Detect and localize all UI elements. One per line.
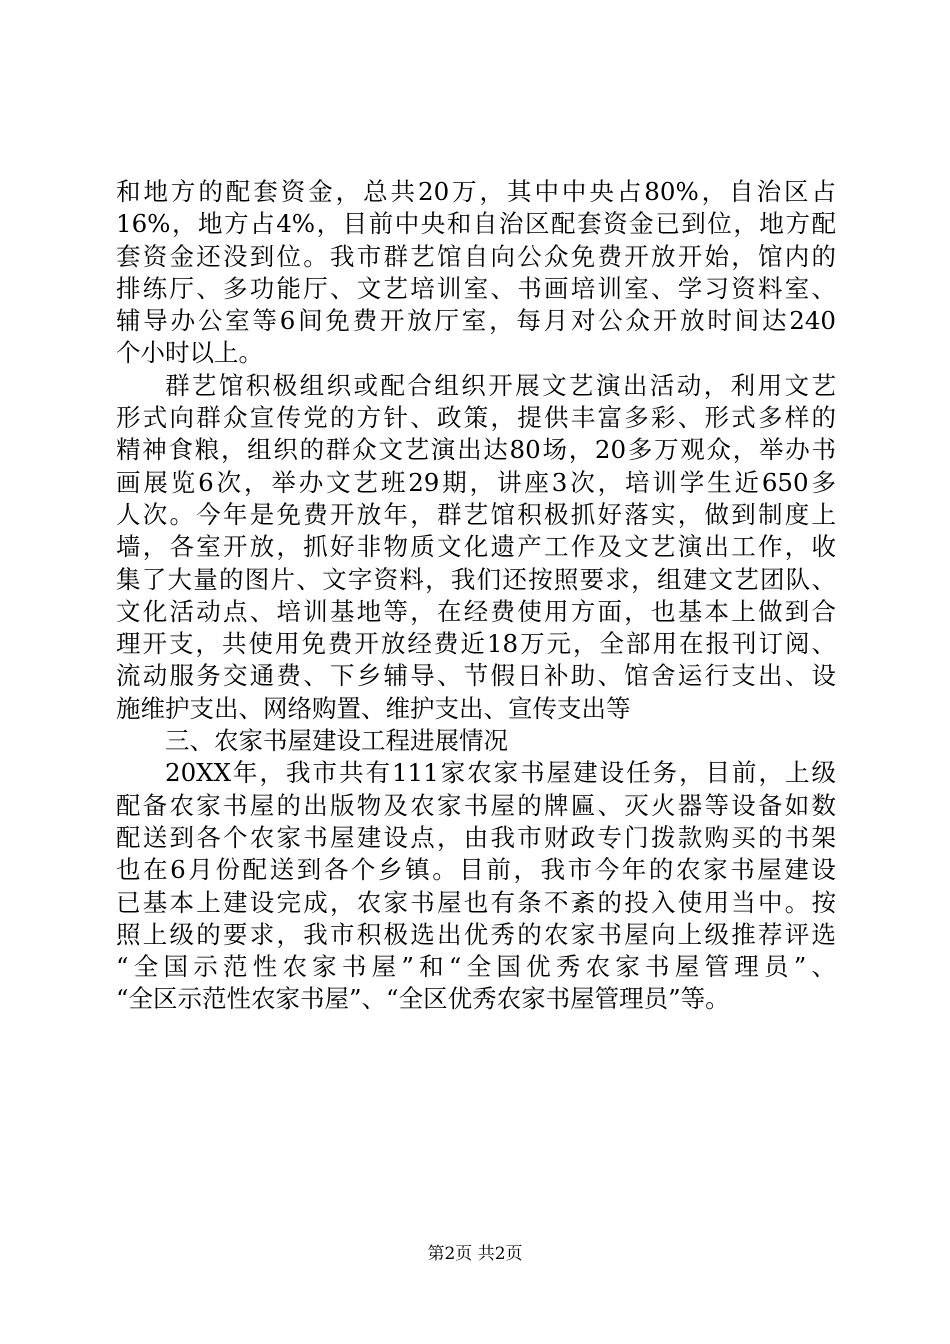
text-line: 也在6月份配送到各个乡镇。目前，我市今年的农家书屋建设 [116, 855, 836, 885]
text-line: 排练厅、多功能厅、文艺培训室、书画培训室、学习资料室、 [116, 273, 836, 303]
text-line: 20XX年，我市共有111家农家书屋建设任务，目前，上级 [165, 758, 836, 788]
text-line: 照上级的要求，我市积极选出优秀的农家书屋向上级推荐评选 [116, 919, 836, 949]
text-line: 群艺馆积极组织或配合组织开展文艺演出活动，利用文艺 [165, 370, 836, 400]
text-line: 集了大量的图片、文字资料，我们还按照要求，组建文艺团队、 [116, 564, 836, 594]
text-line: 流动服务交通费、下乡辅导、节假日补助、馆舍运行支出、设 [116, 661, 836, 691]
text-line: 配送到各个农家书屋建设点，由我市财政专门拨款购买的书架 [116, 822, 836, 852]
text-line: 文化活动点、培训基地等，在经费使用方面，也基本上做到合 [116, 596, 836, 626]
text-line: 套资金还没到位。我市群艺馆自向公众免费开放开始，馆内的 [116, 241, 836, 271]
text-line: 辅导办公室等6间免费开放厅室，每月对公众开放时间达240 [116, 306, 836, 336]
text-line: 画展览6次，举办文艺班29期，讲座3次，培训学生近650多 [116, 467, 836, 497]
section-heading: 三、农家书屋建设工程进展情况 [165, 726, 508, 756]
text-line: “全区示范性农家书屋”、“全区优秀农家书屋管理员”等。 [116, 984, 730, 1014]
text-line: 墙，各室开放，抓好非物质文化遗产工作及文艺演出工作，收 [116, 532, 836, 562]
text-line: 人次。今年是免费开放年，群艺馆积极抓好落实，做到制度上 [116, 499, 836, 529]
text-line: 配备农家书屋的出版物及农家书屋的牌匾、灭火器等设备如数 [116, 790, 836, 820]
text-line: 精神食粮，组织的群众文艺演出达80场，20多万观众，举办书 [116, 435, 836, 465]
text-line: 已基本上建设完成，农家书屋也有条不紊的投入使用当中。按 [116, 887, 836, 917]
text-line: 和地方的配套资金，总共20万，其中中央占80%，自治区占 [116, 177, 836, 206]
document-body [116, 176, 836, 1016]
text-line: 理开支，共使用免费开放经费近18万元，全部用在报刊订阅、 [116, 629, 836, 659]
page-footer: 第2页 共2页 [427, 1244, 523, 1264]
text-line: 个小时以上。 [116, 338, 263, 368]
text-line: 16%，地方占4%，目前中央和自治区配套资金已到位，地方配 [116, 209, 836, 239]
text-line: “全国示范性农家书屋”和“全国优秀农家书屋管理员”、 [116, 952, 836, 982]
text-line: 形式向群众宣传党的方针、政策，提供丰富多彩、形式多样的 [116, 403, 836, 433]
text-line: 施维护支出、网络购置、维护支出、宣传支出等 [116, 693, 631, 723]
